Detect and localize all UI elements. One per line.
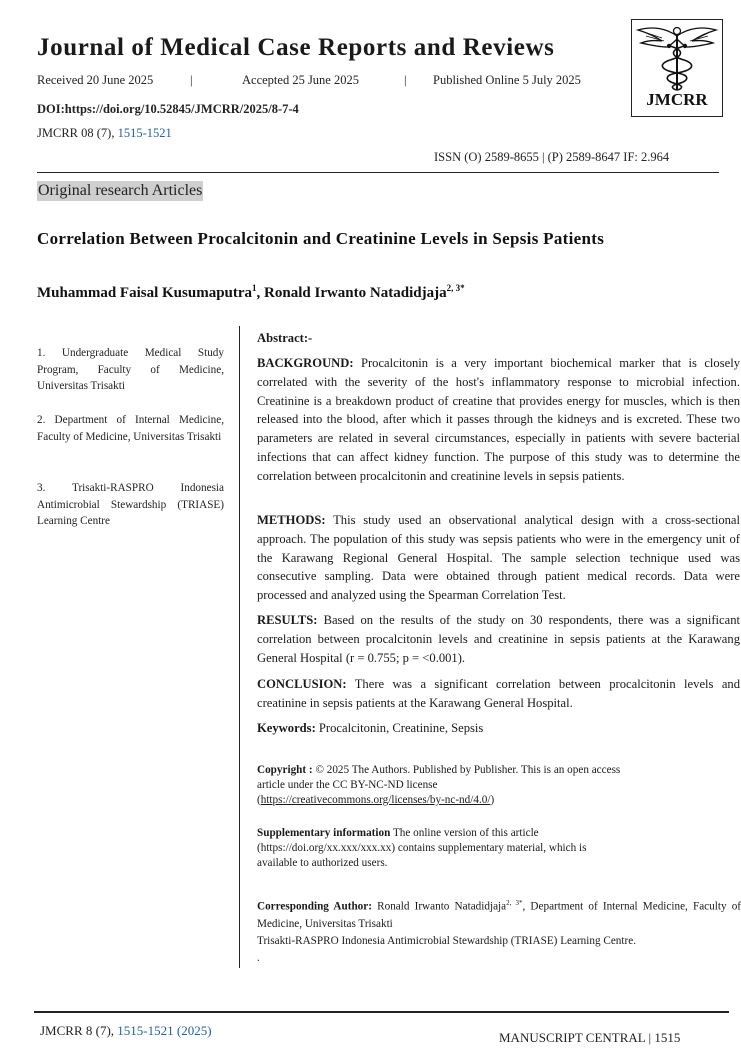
corresponding-author-block	[257, 895, 741, 967]
abstract-results	[257, 611, 740, 667]
issn-line: ISSN (O) 2589-8655 | (P) 2589-8647 IF: 2.964	[434, 150, 670, 164]
header-divider	[37, 172, 719, 173]
copyright-block: Copyright : © 2025 The Authors. Published by Publisher. This is an open access article under the CC BY-NC-ND license (https://creativecommons.org/licenses/by-nc-nd/4.0/)	[257, 763, 697, 808]
corresponding-label: Corresponding Author:	[257, 900, 372, 913]
footer-pages-link[interactable]: 1515-1521	[117, 1023, 174, 1038]
corresponding-trailing: .	[257, 951, 260, 964]
section-label: BACKGROUND:	[257, 356, 354, 370]
section-text: Based on the results of the study on 30 respondents, there was a significant correlation between procalcitonin levels and creatinine in sepsis patients at the Karawang General Hospital (r = 0.755; p = <0.001).	[257, 613, 740, 665]
doi-line[interactable]: DOI:https://doi.org/10.52845/JMCRR/2025/8-7-4	[37, 102, 299, 116]
section-text: There was a significant correlation between procalcitonin levels and creatinine in sepsis patients at the Karawang General Hospital.	[257, 677, 740, 710]
section-label: CONCLUSION:	[257, 677, 347, 691]
section-text: Procalcitonin is a very important biochemical marker that is closely correlated with the severity of the host's inflammatory response to microbial infection. Creatinine is a breakdown product of creatine that provides energy for muscles, which is then released into the blood, after which it passes through the kidneys and is excreted. These two parameters are related in several circumstances, especially in patients with severe bacterial infections that can affect kidney function. The purpose of this study was to determine the correlation between procalcitonin and creatinine levels in sepsis patients.	[257, 356, 740, 483]
supplementary-label: Supplementary information	[257, 827, 391, 839]
author-name: Muhammad Faisal Kusumaputra	[37, 285, 253, 301]
footer-year: (2025)	[176, 1023, 212, 1038]
supplementary-block	[257, 826, 697, 871]
volume-prefix: JMCRR 08 (7),	[37, 126, 115, 140]
footer-page-number: MANUSCRIPT CENTRAL | 1515	[499, 1030, 681, 1045]
date-separator: |	[404, 73, 407, 87]
corresponding-affiliation: Trisakti-RASPRO Indonesia Antimicrobial Stewardship (TRIASE) Learning Centre.	[257, 934, 636, 947]
abstract-conclusion	[257, 675, 740, 713]
affiliation-item: 2. Department of Internal Medicine, Faculty of Medicine, Universitas Trisakti	[37, 414, 224, 443]
abstract-background	[257, 354, 740, 486]
footer-citation	[40, 1023, 212, 1039]
license-link[interactable]: https://creativecommons.org/licenses/by-nc-nd/4.0/	[260, 794, 491, 806]
affiliation-item: 1. Undergraduate Medical Study Program, Faculty of Medicine, Universitas Trisakti	[37, 347, 224, 392]
journal-title: Journal of Medical Case Reports and Reviews	[37, 34, 555, 61]
supplementary-text: The online version of this article	[392, 827, 539, 839]
corresponding-affiliation: , Department of Internal Medicine, Faculty of Medicine, Universitas Trisakti	[257, 900, 741, 930]
logo-text: JMCRR	[646, 90, 708, 109]
corresponding-marker: 2, 3*	[506, 899, 523, 907]
footer-divider	[34, 1011, 729, 1013]
section-label: RESULTS:	[257, 613, 318, 627]
article-title: Correlation Between Procalcitonin and Creatinine Levels in Sepsis Patients	[37, 229, 605, 248]
author-separator: ,	[256, 285, 265, 301]
author-affiliation-marker: 1	[252, 283, 257, 293]
abstract-keywords	[257, 719, 740, 738]
caduceus-icon	[632, 22, 722, 92]
abstract-methods	[257, 511, 740, 605]
section-label: METHODS:	[257, 513, 326, 527]
section-text: This study used an observational analytical design with a cross-sectional approach. The population of this study was sepsis patients who were in the emergency unit of the Karawang Regional General Hospital. The sample selection technique used was consecutive sampling. Data were obtained through patient medical records. Data were processed and analyzed using the Spearman Correlation Test.	[257, 513, 741, 603]
author-list	[37, 283, 465, 302]
published-date: Published Online 5 July 2025	[433, 73, 581, 87]
corresponding-name: Ronald Irwanto Natadidjaja	[377, 900, 507, 913]
keywords-text: Procalcitonin, Creatinine, Sepsis	[318, 721, 484, 735]
copyright-text: © 2025 The Authors. Published by Publisher. This is an open access	[315, 764, 621, 776]
author-affiliation-marker: 2, 3*	[446, 283, 465, 293]
journal-logo	[631, 19, 723, 117]
received-date: Received 20 June 2025	[37, 73, 154, 87]
column-divider	[239, 326, 240, 968]
copyright-label: Copyright :	[257, 764, 313, 776]
article-type-badge: Original research Articles	[38, 182, 203, 199]
affiliation-item: 3. Trisakti-RASPRO Indonesia Antimicrobial Stewardship (TRIASE) Learning Centre	[37, 482, 224, 527]
abstract-heading: Abstract:-	[257, 331, 313, 345]
copyright-text: article under the CC BY-NC-ND license	[257, 779, 438, 791]
footer-journal: JMCRR 8 (7),	[40, 1023, 115, 1038]
volume-pages-link[interactable]: 1515-1521	[117, 126, 172, 140]
supplementary-text: (https://doi.org/xx.xxx/xxx.xx) contains supplementary material, which is	[257, 842, 587, 854]
date-separator: |	[190, 73, 193, 87]
section-label: Keywords:	[257, 721, 316, 735]
accepted-date: Accepted 25 June 2025	[242, 73, 359, 87]
author-name: Ronald Irwanto Natadidjaja	[264, 285, 447, 301]
supplementary-text: available to authorized users.	[257, 857, 388, 869]
volume-line	[37, 126, 172, 141]
